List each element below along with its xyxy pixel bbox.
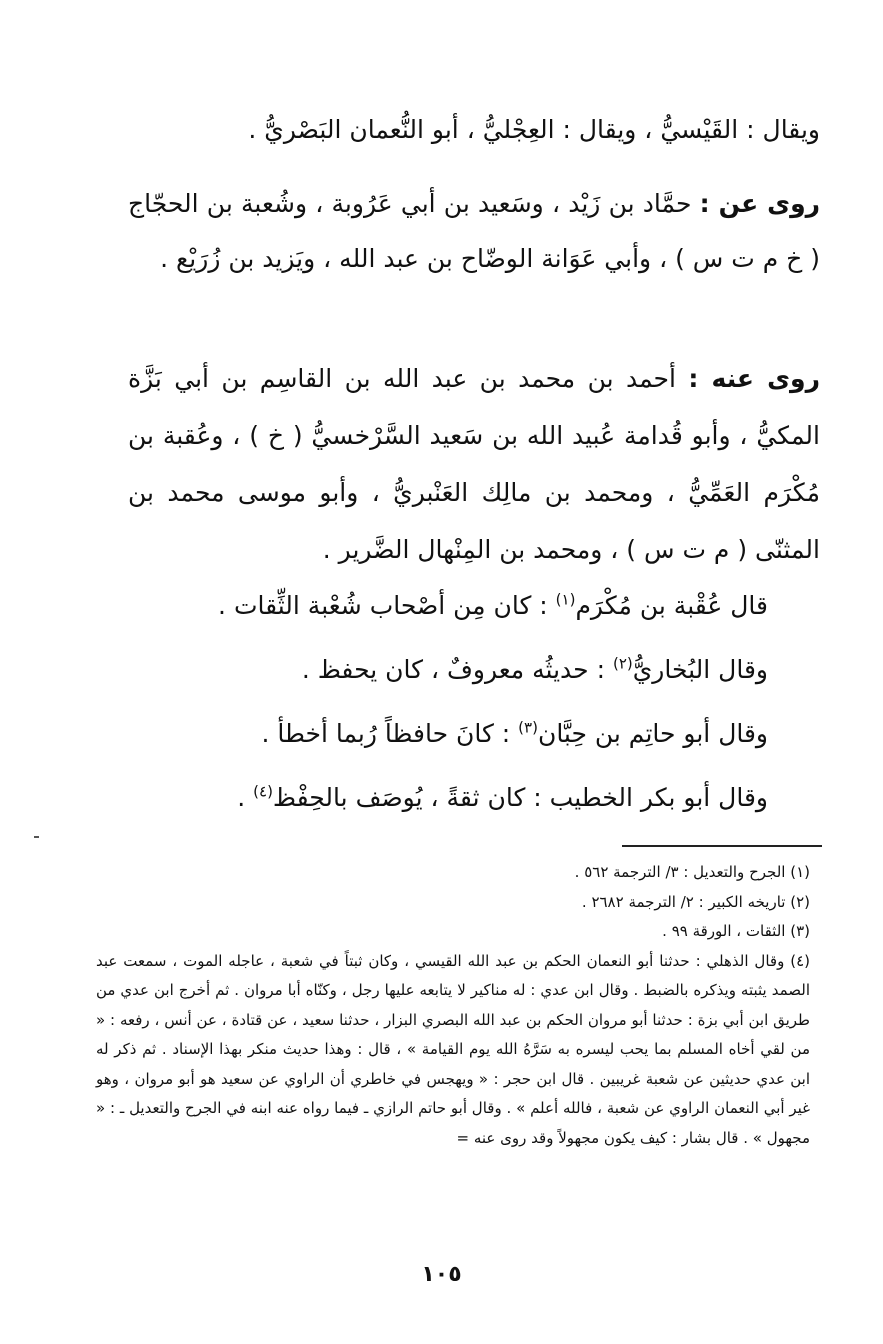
opinion-line [128, 702, 768, 766]
opinion-text: قال عُقْبة بن مُكْرَم [575, 591, 768, 620]
opinion-line [128, 766, 768, 830]
page-number: ١٠٥ [421, 1262, 462, 1287]
footnote: (٤) وقال الذهلي : حدثنا أبو النعمان الحكم بن عبد الله القيسي ، وكان ثبتاً في شعبة ، عاجله الموت ، سمعت عبد الصمد يثبته ويذكره بالضبط . وقال ابن عدي : له مناكير لا يتابعه عليها رجل ، وكنّاه أبا مروان . ثم أخرج ابن عدي من طريق ابن أبي بزة : حدثنا أبو مروان الحكم بن عبد الله البصري البزار ، حدثنا سعيد ، عن قتادة ، عن أنس ، رفعه : « من لقي أخاه المسلم بما يحب ليسره به سَرَّهُ الله يوم القيامة » ، قال : وهذا حديث منكر بهذا الإسناد . ثم ذكر له ابن عدي حديثين عن شعبة غريبين . قال ابن حجر : « ويهجس في خاطري أن الراوي عن سعيد هو أبو مروان ، وهو غير أبي النعمان الراوي عن شعبة ، فالله أعلم » . وقال أبو حاتم الرازي ـ فيما رواه عنه ابنه في الجرح والتعديل ـ : « مجهول » . قال بشار : كيف يكون مجهولاً وقد روى عنه = [96, 951, 810, 1147]
footnotes-section [96, 858, 810, 1153]
footnote: (٣) الثقات ، الورقة ٩٩ . [662, 922, 810, 940]
nisba-text: ويقال : القَيْسيُّ ، ويقال : العِجْليُّ ، أبو النُّعمان البَصْريُّ . [248, 115, 820, 144]
footnote: (١) الجرح والتعديل : ٣/ الترجمة ٥٦٢ . [574, 863, 810, 881]
opinion-text: وقال أبو حاتِم بن حِبَّان [537, 719, 768, 748]
opinion-text: : كان مِن أصْحاب شُعْبة الثِّقات . [218, 591, 556, 620]
footnote-marker: (٤) [253, 782, 273, 801]
footnote-marker: (٣) [518, 718, 538, 737]
opinion-text: : كانَ حافظاً رُبما أخطأ . [261, 719, 519, 748]
footnote: (٢) تاريخه الكبير : ٢/ الترجمة ٢٦٨٢ . [581, 892, 810, 911]
narrated-by-paragraph [128, 350, 820, 578]
opinion-text: وقال البُخاريُّ [632, 655, 768, 684]
opinion-line [128, 574, 768, 638]
opinion-line [128, 638, 768, 702]
footnote-marker: (١) [555, 590, 576, 609]
narrated-by-heading: روى عنه : [688, 364, 820, 393]
narrated-by-text: أحمد بن محمد بن عبد الله بن القاسِم بن أبي بَزَّة المكيُّ ، وأبو قُدامة عُبيد الله بن سَعيد السَّرْخسيُّ ( خ ) ، وعُقبة بن مُكْرَم العَمِّيُّ ، ومحمد بن مالِك العَنْبريُّ ، وأبو موسى محمد بن المثنّى ( م ت س ) ، ومحمد بن المِنْهال الضَّرير . [128, 364, 820, 564]
opinion-text: . [237, 783, 254, 812]
nisba-line [128, 104, 820, 156]
margin-mark [34, 836, 39, 838]
footnote-divider [622, 845, 822, 847]
narrated-from-text: حمَّاد بن زَيْد ، وسَعيد بن أبي عَرُوبة ، وشُعبة بن الحجّاج ( خ م ت س ) ، وأبي عَوَانة الوضّاح بن عبد الله ، ويَزيد بن زُرَيْع . [128, 189, 820, 273]
narrated-from-heading: روى عن : [699, 189, 821, 218]
narrated-from-paragraph [128, 176, 820, 286]
footnote-marker: (٢) [612, 654, 633, 673]
opinion-text: : حديثُه معروفٌ ، كان يحفظ . [301, 655, 613, 684]
scholar-opinions [128, 574, 768, 830]
opinion-text: وقال أبو بكر الخطيب : كان ثقةً ، يُوصَف بالحِفْظ [272, 783, 768, 812]
